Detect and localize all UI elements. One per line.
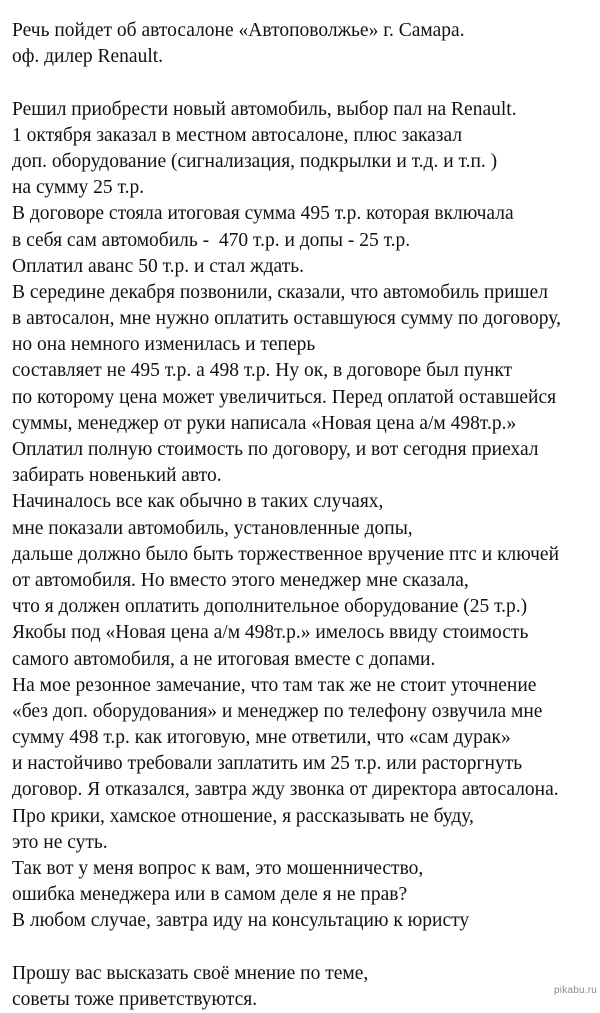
text-line: суммы, менеджер от руки написала «Новая цена а/м 498т.р.» (12, 412, 517, 434)
text-line: договор. Я отказался, завтра жду звонка от директора автосалона. (12, 779, 559, 801)
text-line: составляет не 495 т.р. а 498 т.р. Ну ок, в договоре был пункт (12, 360, 513, 382)
blank-line (12, 935, 598, 961)
text-line: на сумму 25 т.р. (12, 177, 145, 199)
text-line: Якобы под «Новая цена а/м 498т.р.» имелось ввиду стоимость (12, 622, 529, 644)
text-line: «без доп. оборудования» и менеджер по телефону озвучила мне (12, 700, 543, 722)
text-line: по которому цена может увеличиться. Перед оплатой оставшейся (12, 386, 557, 408)
text-line: доп. оборудование (сигнализация, подкрылки и т.д. и т.п. ) (12, 150, 498, 172)
text-line: Так вот у меня вопрос к вам, это мошенничество, (12, 858, 424, 879)
text-line: Оплатил аванс 50 т.р. и стал ждать. (12, 255, 304, 277)
text-line: Начиналось все как обычно в таких случаях, (12, 491, 384, 513)
text-line: В любом случае, завтра иду на консультацию к юристу (12, 910, 470, 932)
text-line: ошибка менеджера или в самом деле я не прав? (12, 884, 408, 906)
text-line: что я должен оплатить дополнительное оборудование (25 т.р.) (12, 596, 528, 618)
text-line: самого автомобиля, а не итоговая вместе с допами. (12, 648, 436, 670)
text-line: в себя сам автомобиль - 470 т.р. и допы - 25 т.р. (12, 229, 411, 251)
text-line: но она немного изменилась и теперь (12, 334, 316, 356)
text-line: Оплатил полную стоимость по договору, и вот сегодня приехал (12, 439, 539, 460)
text-line: В середине декабря позвонили, сказали, что автомобиль пришел (12, 281, 548, 303)
document-text (12, 18, 598, 1013)
text-line: Про крики, хамское отношение, я рассказывать не буду, (12, 805, 474, 827)
text-line: Прошу вас высказать своё мнение по теме, (12, 962, 369, 984)
text-line: Решил приобрести новый автомобиль, выбор пал на Renault. (12, 98, 517, 120)
text-line: и настойчиво требовали заплатить им 25 т.р. или расторгнуть (12, 753, 523, 775)
text-line: от автомобиля. Но вместо этого менеджер мне сказала, (12, 569, 469, 591)
text-line: 1 октября заказал в местном автосалоне, плюс заказал (12, 124, 463, 146)
text-line: забирать новенький авто. (12, 465, 222, 487)
blank-line (12, 70, 598, 96)
text-line: На мое резонное замечание, что там так же не стоит уточнение (12, 674, 537, 696)
watermark: pikabu.ru (554, 985, 597, 996)
text-line: советы тоже приветствуются. (12, 988, 258, 1010)
text-line: это не суть. (12, 831, 108, 853)
text-line: Речь пойдет об автосалоне «Автоповолжье» г. Самара. (12, 20, 465, 41)
text-line: дальше должно было быть торжественное вручение птс и ключей (12, 543, 559, 565)
text-line: в автосалон, мне нужно оплатить оставшуюся сумму по договору, (12, 308, 561, 330)
text-line: сумму 498 т.р. как итоговую, мне ответили, что «сам дурак» (12, 727, 511, 749)
text-line: оф. дилер Renault. (12, 46, 164, 68)
text-line: В договоре стояла итоговая сумма 495 т.р. которая включала (12, 203, 514, 225)
text-line: мне показали автомобиль, установленные допы, (12, 517, 413, 539)
